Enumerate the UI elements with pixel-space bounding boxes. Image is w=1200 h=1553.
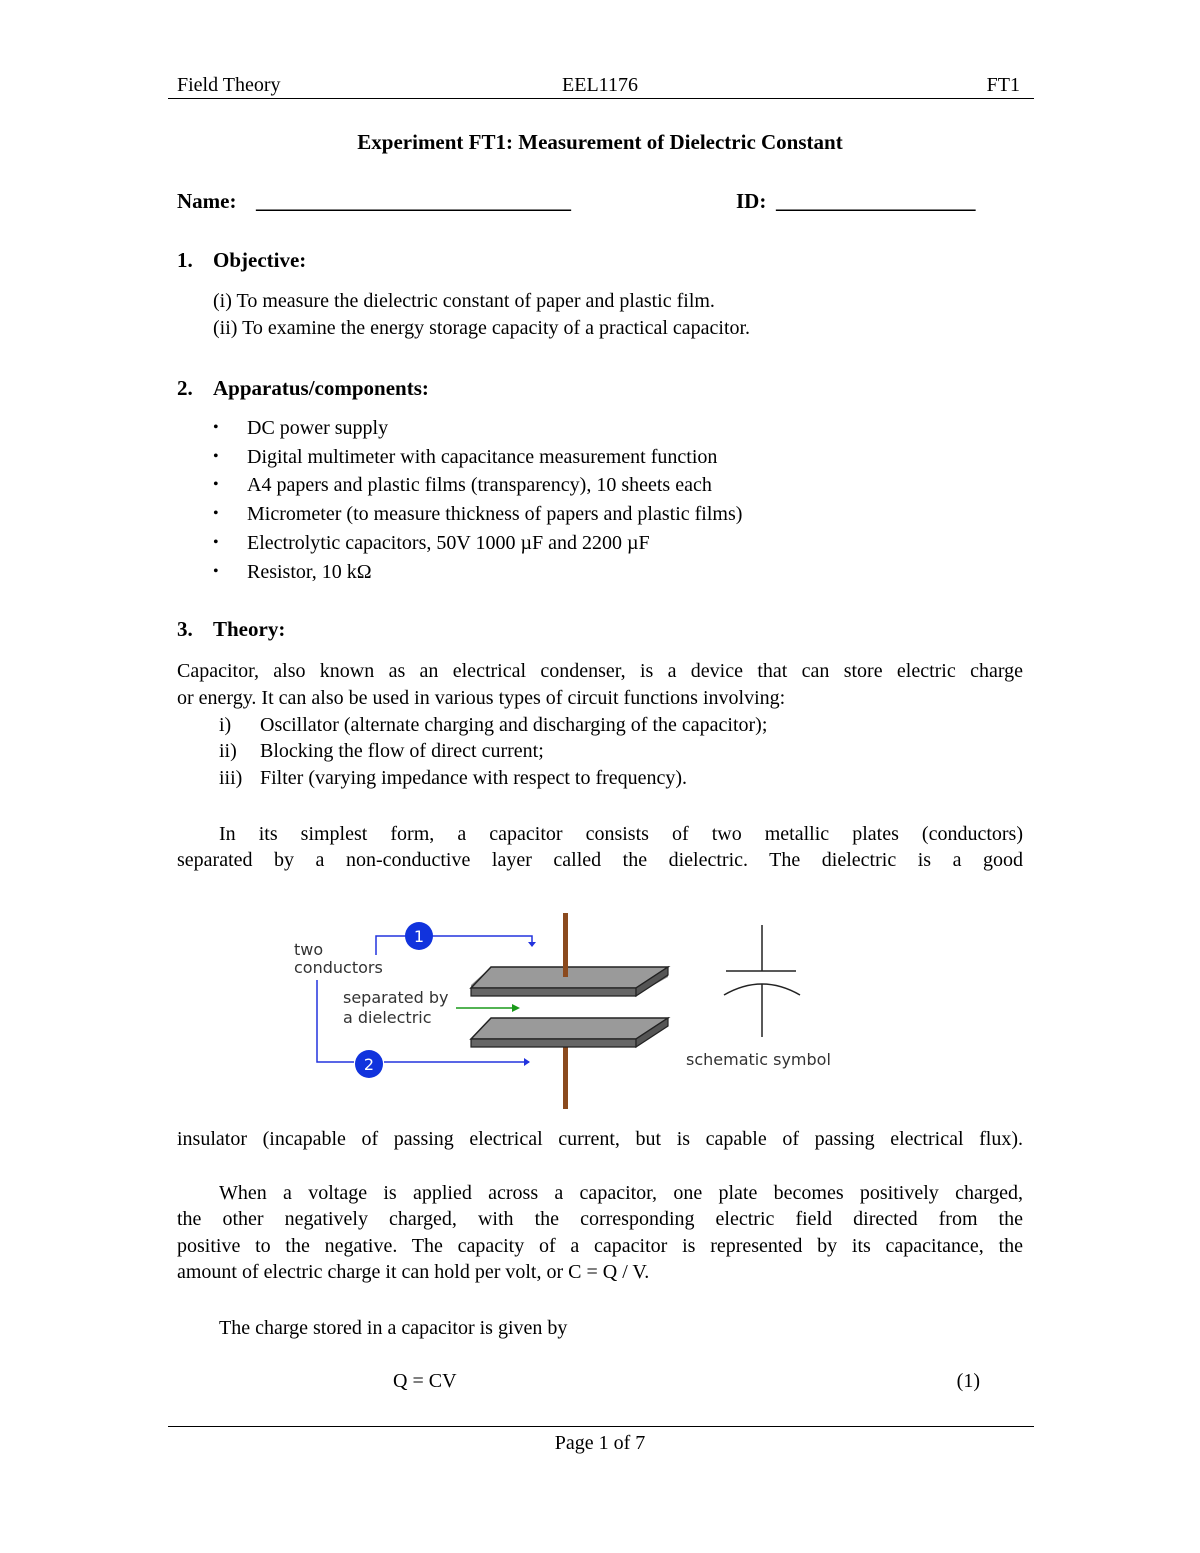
- header-left: Field Theory: [177, 74, 281, 96]
- apparatus-item: Resistor, 10 kΩ: [247, 561, 372, 583]
- para1-line: In its simplest form, a capacitor consists of two metallic plates (conductors): [219, 823, 1023, 845]
- theory-list-item: Oscillator (alternate charging and discharging of the capacitor);: [260, 714, 768, 736]
- footer-rule: [168, 1426, 1034, 1427]
- para2-line: amount of electric charge it can hold per volt, or C = Q / V.: [177, 1261, 650, 1283]
- label-two: two: [294, 940, 324, 959]
- bottom-plate: [471, 1018, 668, 1047]
- header-rule: [168, 98, 1034, 99]
- badge-2-label: 2: [363, 1055, 375, 1074]
- apparatus-item: Micrometer (to measure thickness of papers and plastic films): [247, 503, 743, 525]
- equation: Q = CV: [393, 1370, 457, 1392]
- label-dielectric: a dielectric: [343, 1008, 432, 1027]
- bullet: •: [213, 505, 219, 522]
- objective-num: 1.: [177, 248, 193, 272]
- theory-list-num: iii): [219, 767, 243, 789]
- para2-line: When a voltage is applied across a capacitor, one plate becomes positively charged,: [219, 1182, 1023, 1204]
- label-schematic: schematic symbol: [686, 1050, 831, 1069]
- top-plate: [471, 967, 668, 996]
- theory-list-num: ii): [219, 740, 237, 762]
- apparatus-item: Electrolytic capacitors, 50V 1000 µF and 2200 µF: [247, 532, 650, 554]
- theory-list-num: i): [219, 714, 232, 736]
- para2-line: the other negatively charged, with the corresponding electric field directed from the: [177, 1208, 1023, 1230]
- id-label: ID:: [736, 189, 767, 213]
- badge-1-label: 1: [413, 927, 425, 946]
- theory-list-item: Filter (varying impedance with respect to frequency).: [260, 767, 688, 789]
- header-center: EEL1176: [562, 74, 638, 96]
- apparatus-num: 2.: [177, 376, 193, 400]
- name-label: Name:: [177, 189, 237, 213]
- label-conductors: conductors: [294, 958, 383, 977]
- theory-num: 3.: [177, 617, 193, 641]
- objective-item: (i) To measure the dielectric constant of paper and plastic film.: [213, 290, 715, 312]
- page-number: Page 1 of 7: [554, 1432, 646, 1454]
- theory-heading: Theory:: [213, 617, 286, 641]
- para2-line: positive to the negative. The capacity of a capacitor is represented by its capacitance, the: [177, 1235, 1023, 1257]
- arrow-head: [524, 1058, 530, 1066]
- name-blank: ______________________________: [256, 189, 571, 213]
- apparatus-item: DC power supply: [247, 417, 389, 439]
- page-title: Experiment FT1: Measurement of Dielectric Constant: [357, 130, 843, 154]
- apparatus-heading: Apparatus/components:: [213, 376, 429, 400]
- para1-line: insulator (incapable of passing electrical current, but is capable of passing electrical flux).: [177, 1128, 1023, 1150]
- theory-intro-line: Capacitor, also known as an electrical condenser, is a device that can store electric charge: [177, 660, 1023, 682]
- objective-heading: Objective:: [213, 248, 307, 272]
- bullet: •: [213, 448, 219, 465]
- para3: The charge stored in a capacitor is given by: [219, 1317, 568, 1339]
- para1-line: separated by a non-conductive layer called the dielectric. The dielectric is a good: [177, 849, 1023, 871]
- theory-intro-line: or energy. It can also be used in various types of circuit functions involving:: [177, 687, 786, 709]
- equation-number: (1): [956, 1370, 980, 1392]
- bullet: •: [213, 419, 219, 436]
- capacitor-diagram: [280, 905, 860, 1115]
- bullet: •: [213, 534, 219, 551]
- header-right: FT1: [986, 74, 1020, 96]
- arrow-head: [528, 942, 536, 947]
- apparatus-item: Digital multimeter with capacitance measurement function: [247, 446, 718, 468]
- objective-item: (ii) To examine the energy storage capacity of a practical capacitor.: [213, 317, 751, 339]
- bottom-lead: [563, 1043, 568, 1109]
- id-blank: ___________________: [776, 189, 976, 213]
- bullet: •: [213, 476, 219, 493]
- label-separated: separated by: [343, 988, 449, 1007]
- bullet: •: [213, 563, 219, 580]
- arrow-head: [512, 1004, 520, 1012]
- schematic-symbol: [724, 925, 800, 1037]
- theory-list-item: Blocking the flow of direct current;: [260, 740, 544, 762]
- apparatus-item: A4 papers and plastic films (transparency), 10 sheets each: [247, 474, 712, 496]
